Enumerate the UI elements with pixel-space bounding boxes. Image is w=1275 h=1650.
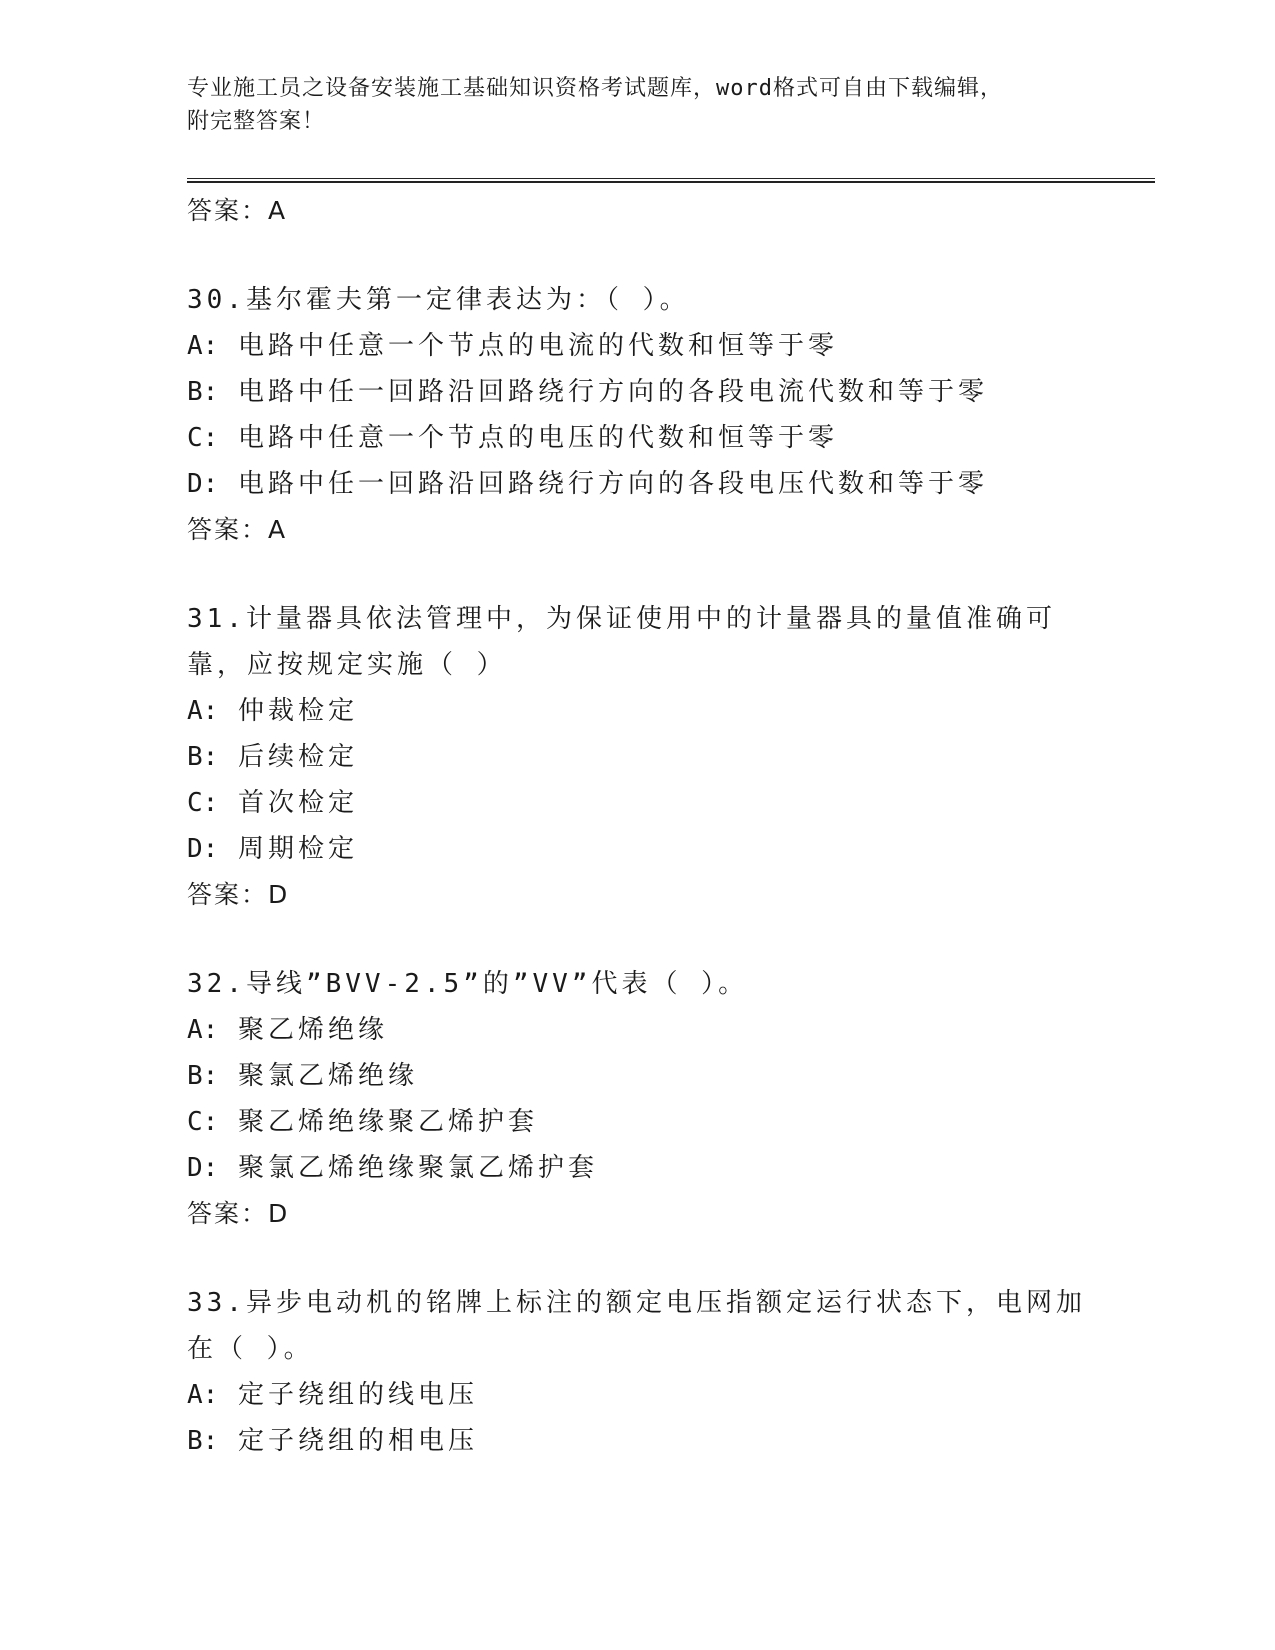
option-b: [187, 734, 1155, 780]
option-letter: D:: [187, 469, 219, 499]
option-letter: D:: [187, 834, 219, 864]
option-text: 首次检定: [237, 788, 358, 818]
option-letter: B:: [187, 742, 219, 772]
option-b: [187, 1418, 1155, 1464]
option-text: 电路中任一回路沿回路绕行方向的各段电流代数和等于零: [237, 377, 988, 407]
option-letter: A:: [187, 696, 219, 726]
option-text: 聚乙烯绝缘聚乙烯护套: [237, 1107, 538, 1137]
answer-line: 答案：D: [187, 1199, 290, 1228]
option-text: 电路中任一回路沿回路绕行方向的各段电压代数和等于零: [237, 469, 988, 499]
question-item: [187, 1280, 1155, 1464]
question-item: [187, 596, 1155, 918]
question-item: [187, 277, 1155, 553]
option-letter: C:: [187, 788, 219, 818]
question-list: [187, 188, 1155, 1464]
option-a: [187, 1007, 1155, 1053]
option-text: 聚氯乙烯绝缘: [237, 1061, 418, 1091]
answer-line: 答案：D: [187, 880, 290, 909]
header-divider: [187, 178, 1155, 183]
option-text: 电路中任意一个节点的电压的代数和恒等于零: [237, 423, 838, 453]
option-letter: B:: [187, 377, 219, 407]
option-letter: D:: [187, 1153, 219, 1183]
question-stem: 32.导线”BVV-2.5”的”VV”代表（ ）。: [187, 969, 749, 999]
document-page: [187, 0, 1155, 1650]
option-letter: B:: [187, 1061, 219, 1091]
option-text: 后续检定: [237, 742, 358, 772]
option-letter: A:: [187, 1015, 219, 1045]
question-item: [187, 961, 1155, 1237]
question-stem: 31.计量器具依法管理中，为保证使用中的计量器具的量值准确可靠，应按规定实施（ ）: [187, 604, 1056, 680]
option-letter: B:: [187, 1426, 219, 1456]
option-letter: A:: [187, 331, 219, 361]
option-a: [187, 323, 1155, 369]
option-c: [187, 780, 1155, 826]
option-d: [187, 826, 1155, 872]
option-text: 聚乙烯绝缘: [237, 1015, 388, 1045]
document-header: [187, 72, 1047, 138]
answer-line: 答案：A: [187, 515, 288, 544]
header-line-2: 附完整答案！: [187, 109, 326, 134]
question-stem: 33.异步电动机的铭牌上标注的额定电压指额定运行状态下，电网加在（ ）。: [187, 1288, 1086, 1364]
option-text: 聚氯乙烯绝缘聚氯乙烯护套: [237, 1153, 598, 1183]
option-a: [187, 688, 1155, 734]
option-b: [187, 369, 1155, 415]
option-b: [187, 1053, 1155, 1099]
option-c: [187, 415, 1155, 461]
option-text: 电路中任意一个节点的电流的代数和恒等于零: [237, 331, 838, 361]
option-text: 仲裁检定: [237, 696, 358, 726]
option-d: [187, 1145, 1155, 1191]
question-stem: 30.基尔霍夫第一定律表达为：（ ）。: [187, 285, 690, 315]
option-text: 定子绕组的相电压: [237, 1426, 478, 1456]
header-line-1: 专业施工员之设备安装施工基础知识资格考试题库，word格式可自由下载编辑，: [187, 76, 1003, 101]
answer-line: 答案：A: [187, 196, 288, 225]
option-text: 定子绕组的线电压: [237, 1380, 478, 1410]
option-a: [187, 1372, 1155, 1418]
option-text: 周期检定: [237, 834, 358, 864]
option-letter: A:: [187, 1380, 219, 1410]
option-c: [187, 1099, 1155, 1145]
option-letter: C:: [187, 1107, 219, 1137]
option-letter: C:: [187, 423, 219, 453]
option-d: [187, 461, 1155, 507]
